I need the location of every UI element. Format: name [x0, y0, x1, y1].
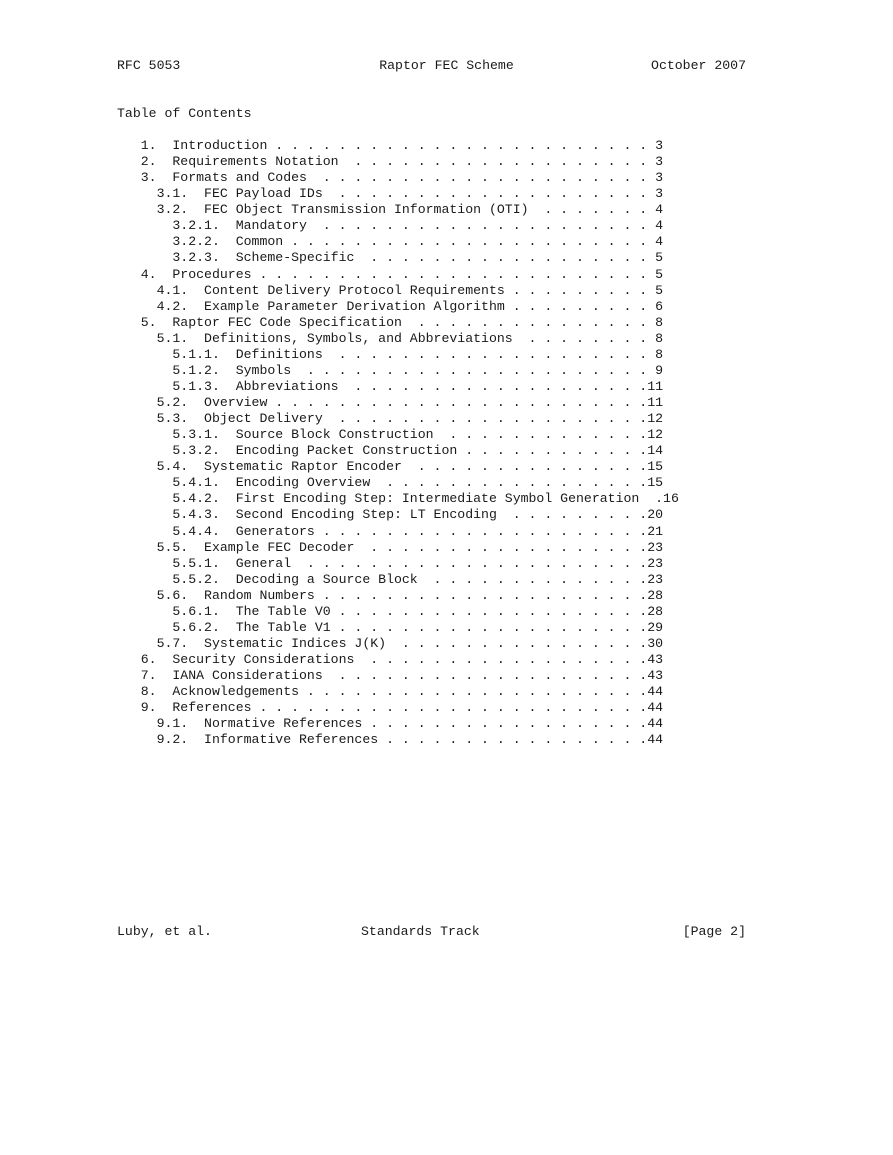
toc-entry-text: 5.4.3. Second Encoding Step: LT Encoding . . . . . . . . .20: [117, 507, 664, 523]
toc-entry[interactable]: [0, 138, 893, 154]
toc-entry[interactable]: [0, 411, 893, 427]
toc-entry[interactable]: [0, 475, 893, 491]
header-rfc-number: RFC 5053: [117, 58, 181, 73]
toc-entry[interactable]: [0, 234, 893, 250]
toc-entry-text: 5.5.2. Decoding a Source Block . . . . . . . . . . . . . .23: [117, 571, 664, 587]
toc-entry-text: 4.2. Example Parameter Derivation Algorithm . . . . . . . . . 6: [117, 298, 664, 314]
toc-entry[interactable]: [0, 331, 893, 347]
toc-entry[interactable]: [0, 427, 893, 443]
toc-entry[interactable]: [0, 315, 893, 331]
footer-track: Standards Track: [361, 924, 480, 939]
toc-entry[interactable]: [0, 379, 893, 395]
toc-entry[interactable]: [0, 572, 893, 588]
toc-entry[interactable]: [0, 250, 893, 266]
toc-entry[interactable]: [0, 202, 893, 218]
toc-entry-text: 5.3. Object Delivery . . . . . . . . . . . . . . . . . . . .12: [117, 411, 664, 427]
toc-entry-text: 5.4.4. Generators . . . . . . . . . . . . . . . . . . . . .21: [117, 523, 664, 539]
toc-entry-text: 5.4.1. Encoding Overview . . . . . . . . . . . . . . . . .15: [117, 475, 664, 491]
toc-entry[interactable]: [0, 700, 893, 716]
toc-entry-text: 5.1.2. Symbols . . . . . . . . . . . . . . . . . . . . . . 9: [117, 362, 664, 378]
toc-entry[interactable]: [0, 267, 893, 283]
footer-page-number: [Page 2]: [682, 924, 746, 939]
toc-entry-text: 5.1. Definitions, Symbols, and Abbreviations . . . . . . . . 8: [117, 330, 664, 346]
toc-entry-text: 5.1.1. Definitions . . . . . . . . . . . . . . . . . . . . 8: [117, 346, 664, 362]
toc-entry-text: 1. Introduction . . . . . . . . . . . . . . . . . . . . . . . . 3: [117, 138, 664, 153]
footer-authors: Luby, et al.: [117, 924, 212, 939]
toc-entry[interactable]: [0, 170, 893, 186]
toc-entry-text: 5.2. Overview . . . . . . . . . . . . . . . . . . . . . . . .11: [117, 395, 664, 410]
toc-entry[interactable]: [0, 347, 893, 363]
toc-entry-text: 9.2. Informative References . . . . . . . . . . . . . . . . .44: [117, 732, 664, 748]
toc-entry[interactable]: [0, 540, 893, 556]
toc-entry[interactable]: [0, 395, 893, 411]
toc-entry[interactable]: [0, 636, 893, 652]
toc-entry-text: 5.1.3. Abbreviations . . . . . . . . . . . . . . . . . . .11: [117, 378, 664, 394]
toc-entry-text: 5.4. Systematic Raptor Encoder . . . . . . . . . . . . . . .15: [117, 459, 664, 475]
toc-entry-text: 8. Acknowledgements . . . . . . . . . . . . . . . . . . . . . .44: [117, 684, 664, 700]
toc-entry-text: 3.2.1. Mandatory . . . . . . . . . . . . . . . . . . . . . 4: [117, 218, 664, 234]
toc-entry-text: 5.5.1. General . . . . . . . . . . . . . . . . . . . . . .23: [117, 555, 664, 571]
toc-entry[interactable]: [0, 218, 893, 234]
toc-entry[interactable]: [0, 732, 893, 748]
toc-entry-text: 3.2. FEC Object Transmission Information (OTI) . . . . . . . 4: [117, 202, 664, 218]
toc-entry[interactable]: [0, 524, 893, 540]
toc-entry[interactable]: [0, 186, 893, 202]
toc-entry[interactable]: [0, 652, 893, 668]
table-of-contents: [0, 138, 893, 748]
toc-entry-text: 4. Procedures . . . . . . . . . . . . . . . . . . . . . . . . . 5: [117, 266, 664, 282]
toc-entry-text: 5.3.1. Source Block Construction . . . . . . . . . . . . .12: [117, 427, 664, 443]
toc-entry-text: 9. References . . . . . . . . . . . . . . . . . . . . . . . . .44: [117, 700, 664, 716]
toc-entry[interactable]: [0, 459, 893, 475]
header-document-title: Raptor FEC Scheme: [379, 58, 514, 73]
toc-entry[interactable]: [0, 363, 893, 379]
header-date: October 2007: [651, 58, 746, 73]
toc-entry-text: 6. Security Considerations . . . . . . . . . . . . . . . . . .43: [117, 652, 664, 667]
toc-entry-text: 3. Formats and Codes . . . . . . . . . . . . . . . . . . . . . 3: [117, 170, 664, 186]
toc-entry-text: 9.1. Normative References . . . . . . . . . . . . . . . . . .44: [117, 716, 664, 732]
toc-heading: Table of Contents: [117, 106, 252, 121]
toc-entry[interactable]: [0, 154, 893, 170]
toc-entry-text: 3.1. FEC Payload IDs . . . . . . . . . . . . . . . . . . . . 3: [117, 186, 664, 202]
toc-entry-text: 2. Requirements Notation . . . . . . . . . . . . . . . . . . . 3: [117, 154, 664, 170]
toc-entry[interactable]: [0, 299, 893, 315]
toc-entry-text: 5.3.2. Encoding Packet Construction . . . . . . . . . . . .14: [117, 443, 664, 459]
toc-entry[interactable]: [0, 491, 893, 507]
toc-entry[interactable]: [0, 604, 893, 620]
toc-entry-text: 5.6.1. The Table V0 . . . . . . . . . . . . . . . . . . . .28: [117, 603, 664, 619]
toc-entry[interactable]: [0, 283, 893, 299]
toc-entry-text: 7. IANA Considerations . . . . . . . . . . . . . . . . . . . .43: [117, 668, 664, 684]
toc-entry-text: 5.7. Systematic Indices J(K) . . . . . . . . . . . . . . . .30: [117, 635, 664, 651]
toc-entry-text: 5.4.2. First Encoding Step: Intermediate Symbol Generation .16: [117, 491, 679, 507]
toc-entry[interactable]: [0, 716, 893, 732]
toc-entry-text: 4.1. Content Delivery Protocol Requirements . . . . . . . . . 5: [117, 282, 664, 298]
toc-entry[interactable]: [0, 443, 893, 459]
toc-entry[interactable]: [0, 556, 893, 572]
toc-entry-text: 5.6. Random Numbers . . . . . . . . . . . . . . . . . . . . .28: [117, 587, 664, 603]
toc-entry[interactable]: [0, 684, 893, 700]
toc-entry-text: 5.6.2. The Table V1 . . . . . . . . . . . . . . . . . . . .29: [117, 619, 664, 635]
toc-entry-text: 5.5. Example FEC Decoder . . . . . . . . . . . . . . . . . .23: [117, 539, 664, 555]
toc-entry[interactable]: [0, 588, 893, 604]
toc-entry[interactable]: [0, 507, 893, 523]
toc-entry-text: 3.2.2. Common . . . . . . . . . . . . . . . . . . . . . . . 4: [117, 234, 664, 250]
toc-entry-text: 5. Raptor FEC Code Specification . . . . . . . . . . . . . . . 8: [117, 314, 664, 330]
toc-entry[interactable]: [0, 620, 893, 636]
toc-entry[interactable]: [0, 668, 893, 684]
toc-entry-text: 3.2.3. Scheme-Specific . . . . . . . . . . . . . . . . . . 5: [117, 250, 664, 266]
